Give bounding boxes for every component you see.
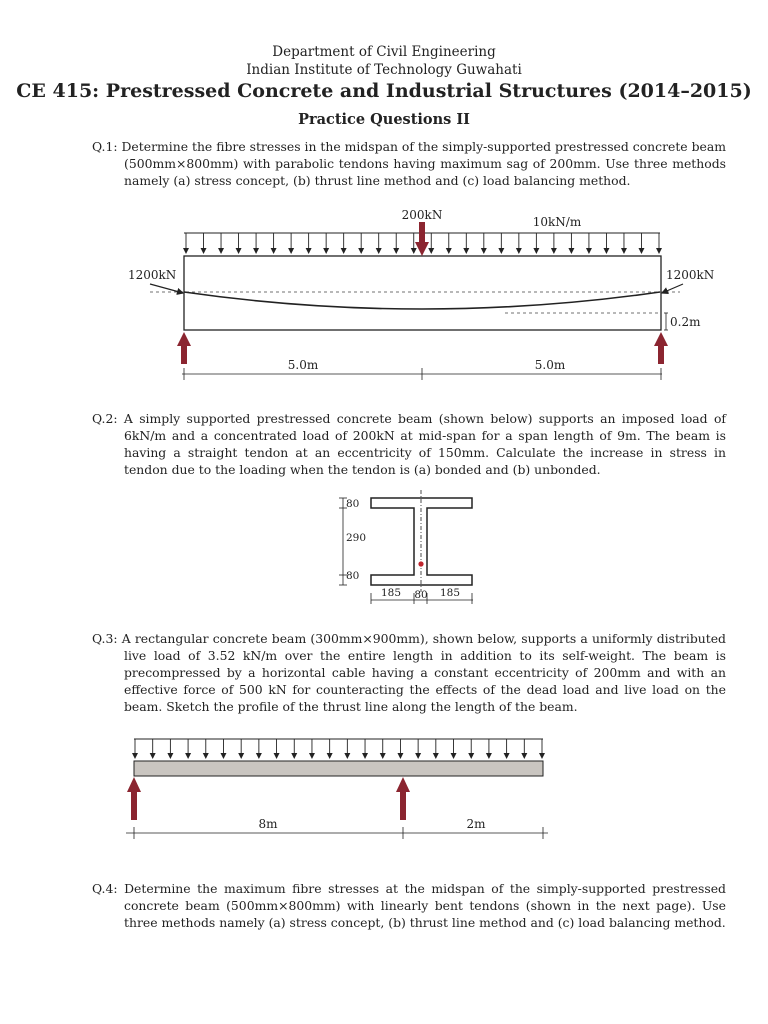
udl-arrowhead: [201, 248, 207, 254]
udl-arrowhead: [638, 248, 644, 254]
udl-arrowhead: [291, 753, 297, 759]
udl-arrowhead: [344, 753, 350, 759]
udl-arrowhead: [433, 753, 439, 759]
udl-arrowhead: [271, 248, 277, 254]
overhang-left-label: 185: [380, 587, 402, 599]
support-left-arrow: [127, 777, 141, 820]
udl-arrowhead: [358, 248, 364, 254]
overhang-label: 2m: [466, 817, 486, 831]
udl-arrowhead: [463, 248, 469, 254]
question-text: Determine the maximum fibre stresses at the midspan of the simply-supported prestressed concrete beam (500mm×800mm) with linearly bent tendons (shown in the next page). Use three methods namely (a) stress concept, (b) thrust line method and (c) load balancing method.: [124, 881, 726, 930]
udl-arrowhead: [376, 248, 382, 254]
web-height-label: 290: [346, 532, 367, 544]
question-2: [92, 410, 726, 478]
udl-arrowhead: [380, 753, 386, 759]
udl-arrowhead: [167, 753, 173, 759]
udl-arrowhead: [551, 248, 557, 254]
udl-arrowhead: [428, 248, 434, 254]
prestress-left-arrow: [150, 284, 183, 293]
udl-arrows: [132, 739, 545, 759]
udl-arrowhead: [220, 753, 226, 759]
question-1: [92, 138, 726, 189]
udl-arrowhead: [539, 753, 545, 759]
udl-arrowhead: [256, 753, 262, 759]
point-load-arrow: [415, 222, 429, 256]
udl-arrowhead: [446, 248, 452, 254]
span-right-label: 5.0m: [534, 358, 566, 372]
sheet-subtitle: Practice Questions II: [298, 111, 470, 128]
flange-top-label: 80: [346, 498, 360, 510]
prestress-right-label: 1200kN: [666, 268, 715, 282]
udl-arrowhead: [327, 753, 333, 759]
udl-arrowhead: [323, 248, 329, 254]
udl-arrowhead: [150, 753, 156, 759]
udl-arrowhead: [516, 248, 522, 254]
figure-3-beam: [0, 730, 768, 850]
institute-name: Indian Institute of Technology Guwahati: [246, 62, 522, 78]
udl-arrowhead: [341, 248, 347, 254]
span-label: 8m: [258, 817, 278, 831]
udl-arrowhead: [533, 248, 539, 254]
udl-arrowhead: [288, 248, 294, 254]
figure-1-beam: [0, 200, 768, 390]
udl-arrowhead: [468, 753, 474, 759]
udl-arrowhead: [521, 753, 527, 759]
udl-arrowhead: [306, 248, 312, 254]
question-number: Q.2:: [92, 411, 118, 426]
udl-arrowhead: [218, 248, 224, 254]
sag-label: 0.2m: [670, 315, 701, 329]
udl-arrowhead: [656, 248, 662, 254]
udl-arrowhead: [568, 248, 574, 254]
question-text: Determine the fibre stresses in the midspan of the simply-supported prestressed concrete beam (500mm×800mm) with parabolic tendons having maximum sag of 200mm. Use three methods namely (a) stress concept, (b) thrust line method and (c) load balancing method.: [121, 139, 726, 188]
udl-arrowhead: [253, 248, 259, 254]
department-name: Department of Civil Engineering: [272, 44, 496, 60]
udl-arrowhead: [498, 248, 504, 254]
prestress-left-label: 1200kN: [128, 268, 177, 282]
udl-arrowhead: [236, 248, 242, 254]
udl-arrowhead: [185, 753, 191, 759]
support-mid-arrow: [396, 777, 410, 820]
i-section-outline: [371, 498, 472, 585]
udl-arrowhead: [183, 248, 189, 254]
udl-arrowhead: [203, 753, 209, 759]
udl-arrowhead: [586, 248, 592, 254]
figure-2-i-section: [0, 488, 768, 608]
udl-arrowhead: [362, 753, 368, 759]
question-number: Q.1:: [92, 139, 118, 154]
udl-arrowhead: [411, 248, 417, 254]
question-4: [92, 880, 726, 931]
udl-arrowhead: [481, 248, 487, 254]
parabolic-tendon: [184, 292, 660, 309]
flange-bottom-label: 80: [346, 570, 360, 582]
tendon-dot: [418, 561, 423, 566]
question-number: Q.4:: [92, 881, 118, 896]
point-load-label: 200kN: [401, 208, 443, 222]
web-width-label: 80: [414, 589, 428, 601]
support-right-arrow: [654, 332, 668, 364]
udl-arrowhead: [132, 753, 138, 759]
udl-arrowhead: [393, 248, 399, 254]
udl-arrowhead: [603, 248, 609, 254]
udl-arrowhead: [238, 753, 244, 759]
udl-label: 10kN/m: [532, 215, 582, 229]
question-3: [92, 630, 726, 715]
udl-arrowhead: [486, 753, 492, 759]
overhang-right-label: 185: [439, 587, 461, 599]
udl-arrowhead: [621, 248, 627, 254]
question-text: A rectangular concrete beam (300mm×900mm), shown below, supports a uniformly distributed live load of 3.52 kN/m over the entire length in addition to its self-weight. The beam is precompressed by a horizontal cable having a constant eccentricity of 200mm and with an effective force of 500 kN for counteracting the effects of the dead load and live load on the beam. Sketch the profile of the thrust line along the length of the beam.: [121, 631, 726, 714]
beam-body: [134, 761, 543, 776]
udl-arrowhead: [397, 753, 403, 759]
support-left-arrow: [177, 332, 191, 364]
udl-arrowhead: [415, 753, 421, 759]
udl-arrowhead: [274, 753, 280, 759]
beam-outline: [184, 256, 661, 330]
udl-arrowhead: [504, 753, 510, 759]
question-text: A simply supported prestressed concrete beam (shown below) supports an imposed load of 6kN/m and a concentrated load of 200kN at mid-span for a span length of 9m. The beam is having a straight tendon at an eccentricity of 150mm. Calculate the increase in stress in tendon due to the loading when the tendon is (a) bonded and (b) unbonded.: [123, 411, 726, 477]
question-number: Q.3:: [92, 631, 118, 646]
udl-arrowhead: [309, 753, 315, 759]
course-title: CE 415: Prestressed Concrete and Industrial Structures (2014–2015): [16, 80, 752, 102]
span-left-label: 5.0m: [287, 358, 319, 372]
udl-arrowhead: [451, 753, 457, 759]
